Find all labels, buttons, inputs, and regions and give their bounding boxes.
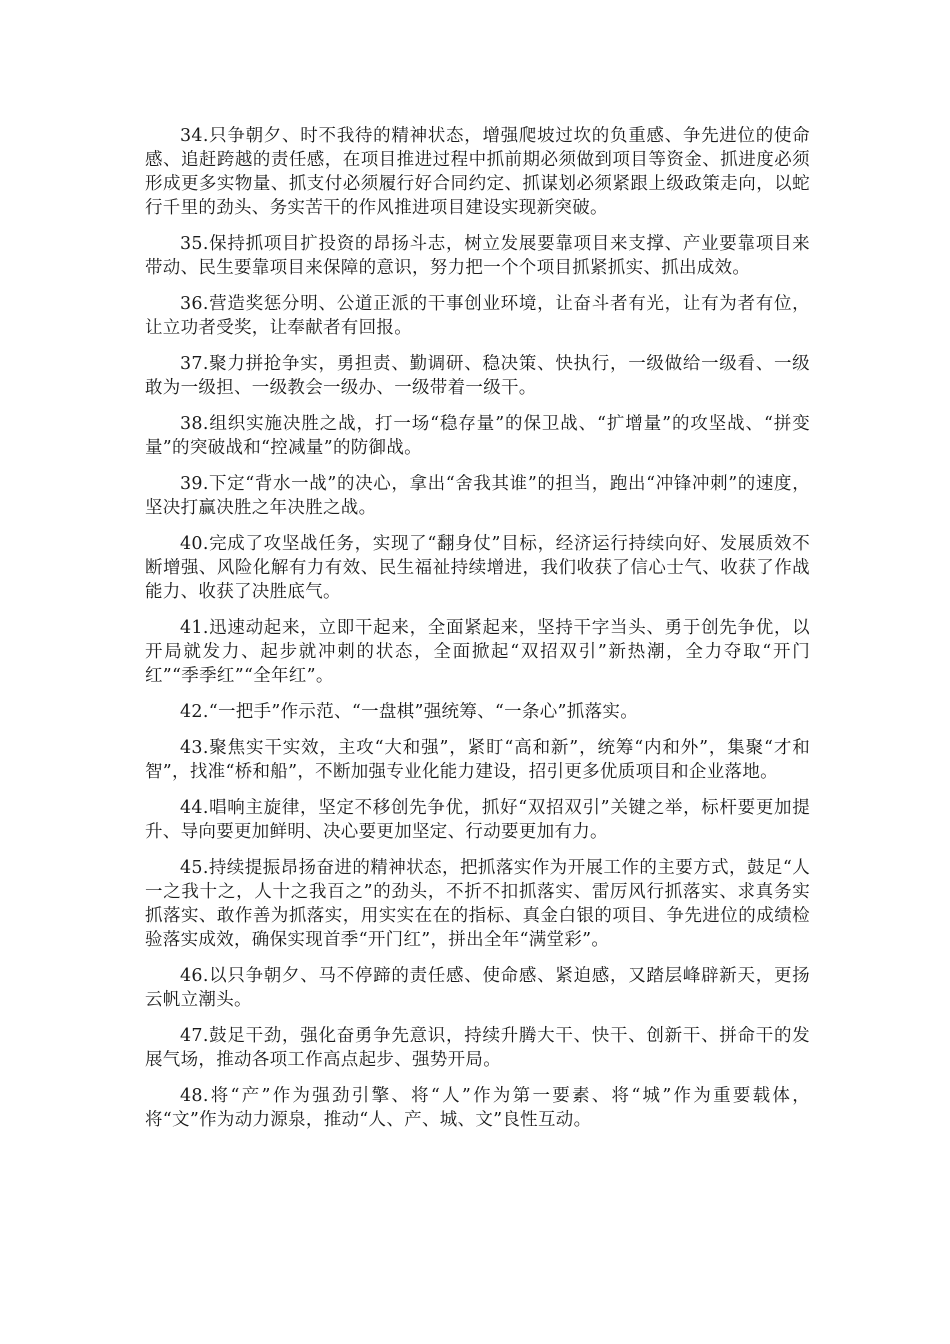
paragraph-36: 36.营造奖惩分明、公道正派的干事创业环境，让奋斗者有光，让有为者有位，让立功者受奖，让奉献者有回报。 (145, 294, 810, 338)
paragraph-34: 34.只争朝夕、时不我待的精神状态，增强爬坡过坎的负重感、争先进位的使命感、追赶跨越的责任感，在项目推进过程中抓前期必须做到项目等资金、抓进度必须形成更多实物量、抓支付必须履行好合同约定、抓谋划必须紧跟上级政策走向，以蛇行千里的劲头、务实苦干的作风推进项目建设实现新突破。 (145, 126, 810, 218)
paragraph-39: 39.下定“背水一战”的决心，拿出“舍我其谁”的担当，跑出“冲锋冲刺”的速度，坚决打赢决胜之年决胜之战。 (145, 474, 810, 518)
paragraph-47: 47.鼓足干劲，强化奋勇争先意识，持续升腾大干、快干、创新干、拼命干的发展气场，推动各项工作高点起步、强势开局。 (145, 1026, 810, 1070)
paragraph-45: 45.持续提振昂扬奋进的精神状态，把抓落实作为开展工作的主要方式，鼓足“人一之我十之，人十之我百之”的劲头，不折不扣抓落实、雷厉风行抓落实、求真务实抓落实、敢作善为抓落实，用实实在在的指标、真金白银的项目、争先进位的成绩检验落实成效，确保实现首季“开门红”，拼出全年“满堂彩”。 (145, 858, 810, 950)
paragraph-44: 44.唱响主旋律，坚定不移创先争优，抓好“双招双引”关键之举，标杆要更加提升、导向要更加鲜明、决心要更加坚定、行动要更加有力。 (145, 798, 810, 842)
paragraph-38: 38.组织实施决胜之战，打一场“稳存量”的保卫战、“扩增量”的攻坚战、“拼变量”的突破战和“控减量”的防御战。 (145, 414, 810, 458)
document-body (145, 124, 810, 1144)
paragraph-46: 46.以只争朝夕、马不停蹄的责任感、使命感、紧迫感，又踏层峰辟新天，更扬云帆立潮头。 (145, 966, 810, 1010)
paragraph-40: 40.完成了攻坚战任务，实现了“翻身仗”目标，经济运行持续向好、发展质效不断增强、风险化解有力有效、民生福祉持续增进，我们收获了信心士气、收获了作战能力、收获了决胜底气。 (145, 534, 810, 602)
paragraph-48: 48.将“产”作为强劲引擎、将“人”作为第一要素、将“城”作为重要载体，将“文”作为动力源泉，推动“人、产、城、文”良性互动。 (145, 1086, 810, 1130)
paragraph-41: 41.迅速动起来，立即干起来，全面紧起来，坚持干字当头、勇于创先争优，以开局就发力、起步就冲刺的状态，全面掀起“双招双引”新热潮，全力夺取“开门红”“季季红”“全年红”。 (145, 618, 810, 686)
paragraph-35: 35.保持抓项目扩投资的昂扬斗志，树立发展要靠项目来支撑、产业要靠项目来带动、民生要靠项目来保障的意识，努力把一个个项目抓紧抓实、抓出成效。 (145, 234, 810, 278)
paragraph-42: 42.“一把手”作示范、“一盘棋”强统筹、“一条心”抓落实。 (180, 702, 639, 722)
paragraph-43: 43.聚焦实干实效，主攻“大和强”，紧盯“高和新”，统筹“内和外”，集聚“才和智”，找准“桥和船”，不断加强专业化能力建设，招引更多优质项目和企业落地。 (145, 738, 810, 782)
paragraph-37: 37.聚力拼抢争实，勇担责、勤调研、稳决策、快执行，一级做给一级看、一级敢为一级担、一级教会一级办、一级带着一级干。 (145, 354, 810, 398)
